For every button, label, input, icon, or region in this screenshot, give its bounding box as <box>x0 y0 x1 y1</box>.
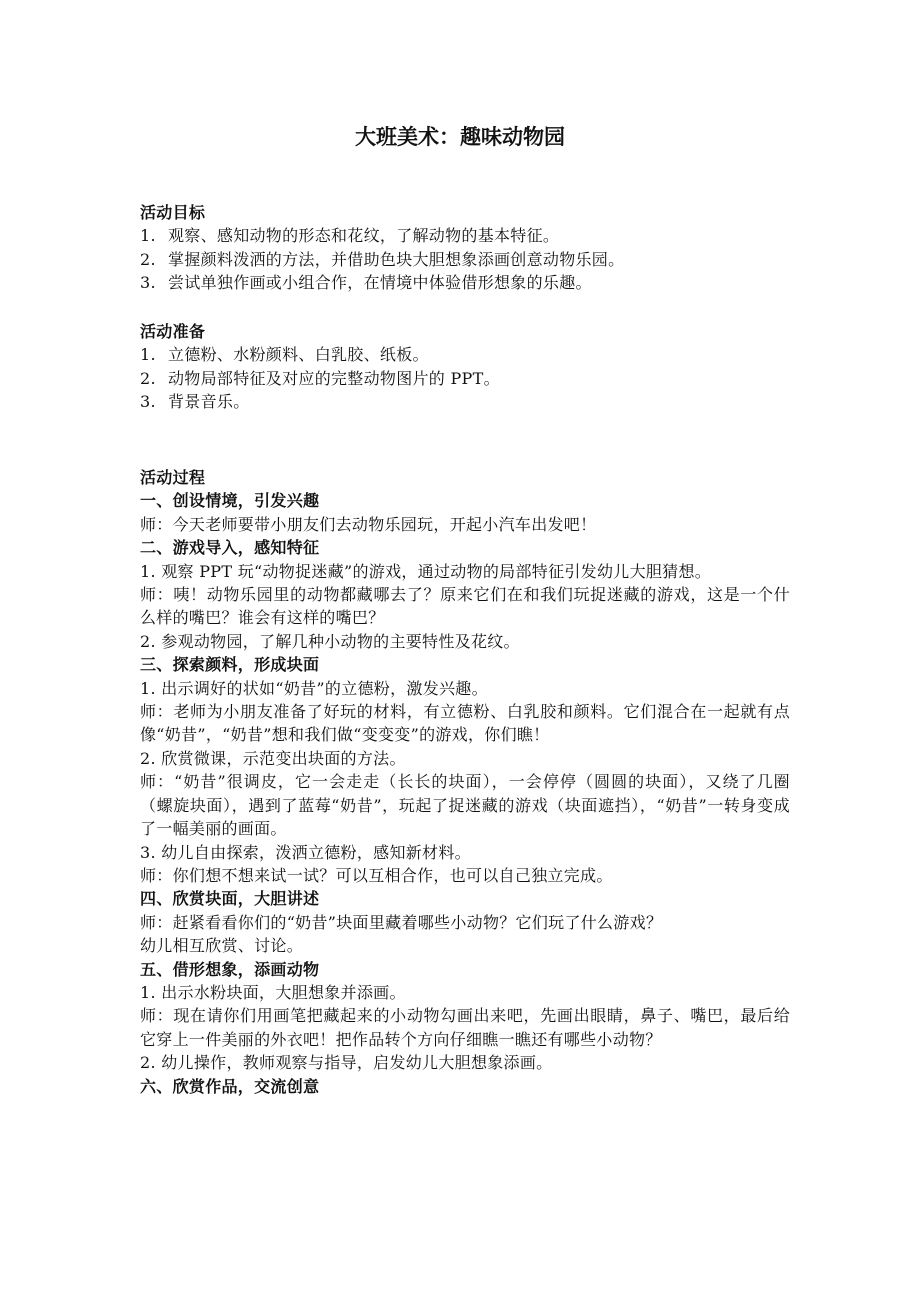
goal-number: 1. <box>140 226 156 246</box>
prep-text: 动物局部特征及对应的完整动物图片的 PPT。 <box>168 368 500 388</box>
paragraph: 1. 出示调好的状如“奶昔”的立德粉，激发兴趣。 <box>140 678 488 698</box>
step-heading: 四、欣赏块面，大胆讲述 <box>140 889 320 909</box>
step-heading: 二、游戏导入，感知特征 <box>140 538 320 558</box>
prep-number: 1. <box>140 345 156 365</box>
process-heading: 活动过程 <box>140 468 206 487</box>
paragraph: 师：你们想不想来试一试？可以互相合作，也可以自己独立完成。 <box>140 865 613 885</box>
prep-number: 3. <box>140 392 156 412</box>
goal-number: 3. <box>140 273 156 293</box>
prep-item <box>140 367 790 390</box>
paragraph: 师：现在请你们用画笔把藏起来的小动物勾画出来吧，先画出眼睛，鼻子、嘴巴，最后给它穿上一件美丽的外衣吧！把作品转个方向仔细瞧一瞧还有哪些小动物？ <box>140 1006 790 1049</box>
paragraph: 2. 幼儿操作，教师观察与指导，启发幼儿大胆想象添画。 <box>140 1053 553 1073</box>
paragraph: 3. 幼儿自由探索，泼洒立德粉，感知新材料。 <box>140 842 471 862</box>
prep-item <box>140 343 790 366</box>
paragraph: 师：“奶昔”很调皮，它一会走走（长长的块面），一会停停（圆圆的块面），又绕了几圈（螺旋块面），遇到了蓝莓“奶昔”，玩起了捉迷藏的游戏（块面遮挡），“奶昔”一转身变成了一幅美丽的画面。 <box>140 772 790 839</box>
prep-section <box>140 320 790 414</box>
prep-item <box>140 390 790 413</box>
step-heading: 六、欣赏作品，交流创意 <box>140 1076 320 1096</box>
goal-item <box>140 248 790 271</box>
step-heading: 五、借形想象，添画动物 <box>140 959 320 979</box>
paragraph: 师：咦！动物乐园里的动物都藏哪去了？原来它们在和我们玩捉迷藏的游戏，这是一个什么样的嘴巴？谁会有这样的嘴巴？ <box>140 585 790 628</box>
goals-section <box>140 201 790 295</box>
goal-text: 掌握颜料泼洒的方法，并借助色块大胆想象添画创意动物乐园。 <box>168 249 625 269</box>
step-heading: 一、创设情境，引发兴趣 <box>140 491 320 511</box>
process-section <box>140 466 790 1098</box>
goal-item <box>140 224 790 247</box>
paragraph: 师：赶紧看看你们的“奶昔”块面里藏着哪些小动物？它们玩了什么游戏？ <box>140 912 663 932</box>
page-title: 大班美术：趣味动物园 <box>355 125 565 149</box>
paragraph: 1. 观察 PPT 玩“动物捉迷藏”的游戏，通过动物的局部特征引发幼儿大胆猜想。 <box>140 561 712 581</box>
paragraph: 幼儿相互欣赏、讨论。 <box>140 936 304 956</box>
paragraph: 师：今天老师要带小朋友们去动物乐园玩，开起小汽车出发吧！ <box>140 514 597 534</box>
prep-heading: 活动准备 <box>140 322 206 341</box>
paragraph: 师：老师为小朋友准备了好玩的材料，有立德粉、白乳胶和颜料。它们混合在一起就有点像“奶昔”，“奶昔”想和我们做“变变变”的游戏，你们瞧！ <box>140 702 790 745</box>
goal-text: 观察、感知动物的形态和花纹，了解动物的基本特征。 <box>168 226 560 246</box>
prep-text: 立德粉、水粉颜料、白乳胶、纸板。 <box>168 345 429 365</box>
goals-heading: 活动目标 <box>140 203 206 222</box>
goal-number: 2. <box>140 249 156 269</box>
paragraph: 2. 参观动物园，了解几种小动物的主要特性及花纹。 <box>140 631 520 651</box>
paragraph: 2. 欣赏微课，示范变出块面的方法。 <box>140 748 406 768</box>
goal-item <box>140 271 790 294</box>
goal-text: 尝试单独作画或小组合作，在情境中体验借形想象的乐趣。 <box>168 273 592 293</box>
prep-number: 2. <box>140 368 156 388</box>
step-heading: 三、探索颜料，形成块面 <box>140 655 320 675</box>
paragraph: 1. 出示水粉块面，大胆想象并添画。 <box>140 982 406 1002</box>
prep-text: 背景音乐。 <box>168 392 250 412</box>
